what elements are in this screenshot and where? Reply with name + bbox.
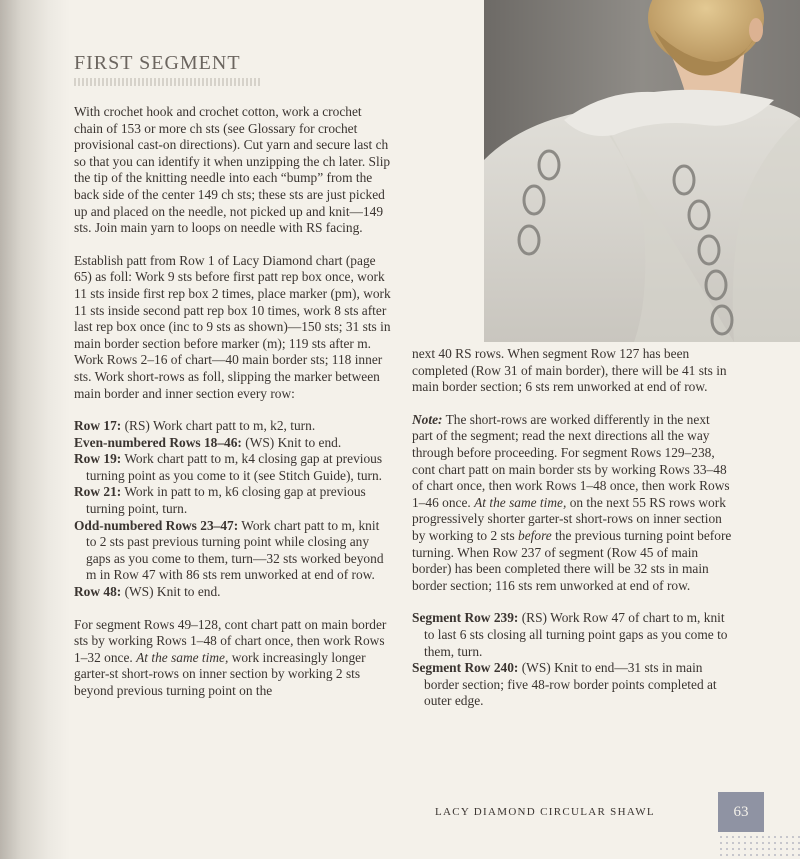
heading-rule	[74, 78, 260, 86]
binding-shadow	[0, 0, 70, 859]
instruction-row: Even-numbered Rows 18–46: (WS) Knit to end.	[74, 434, 342, 450]
instruction-row: Row 21: Work in patt to m, k6 closing gap at previous turning point, turn.	[74, 484, 366, 517]
page-number: 63	[718, 792, 764, 832]
right-column	[412, 346, 732, 710]
segment-rows-paragraph: For segment Rows 49–128, cont chart patt on main border sts by working Rows 1–48 of chart once, then work Rows 1–32 once. At the same time, work increasingly longer garter-st short-rows on inner section by working 2 sts beyond previous turning point on the	[74, 616, 387, 698]
shawl-photo	[484, 0, 800, 342]
note-paragraph: Note: The short-rows are worked differently in the next part of the segment; read the next directions all the way through before proceeding. For segment Rows 129–238, cont chart patt on main border sts by working Rows 33–48 of chart once, then work Rows 1–48 once, then work Rows 1–46 once. At the same time, on the next 55 RS rows work progressively shorter garter-st short-rows on inner section by working to 2 sts before the previous turning point before turning. When Row 237 of segment (Row 45 of main border) has been completed there will be 32 sts in main border section; 116 sts rem unworked at end of row.	[412, 411, 732, 593]
instruction-row: Odd-numbered Rows 23–47: Work chart patt to m, knit to 2 sts past previous turning point while closing any gaps as you come to them, turn—32 sts worked beyond m in Row 47 with 86 sts rem unworked at end of row.	[74, 517, 384, 583]
instruction-row: Segment Row 239: (RS) Work Row 47 of chart to m, knit to last 6 sts closing all turning point gaps as you come to them, turn.	[412, 610, 728, 659]
instruction-row: Row 19: Work chart patt to m, k4 closing gap at previous turning point as you come to it (see Stitch Guide), turn.	[74, 451, 383, 483]
continuation-paragraph: next 40 RS rows. When segment Row 127 has been completed (Row 31 of main border), there will be 41 sts in main border section; 6 sts rem unworked at end of row.	[412, 346, 727, 395]
establish-paragraph: Establish patt from Row 1 of Lacy Diamond chart (page 65) as foll: Work 9 sts before first patt rep box once, work 11 sts inside first rep box 2 times, place marker (pm), work 11 sts inside second patt rep box 10 times, work 8 sts after last rep box once (inc to 9 sts as shown)—150 sts; 31 sts in main border section before marker (m); 119 sts after m. Work Rows 2–16 of chart—40 main border sts; 118 inner sts. Work short-rows as foll, slipping the marker between main border and inner section every row:	[74, 252, 391, 401]
intro-paragraph: With crochet hook and crochet cotton, work a crochet chain of 153 or more ch sts (see Glossary for crochet provisional cast-on directions). Cut yarn and secure last ch so that you can identify it when unzipping the ch later. Slip the tip of the knitting needle into each “bump” from the back side of the center 149 ch sts; these sts are just picked up and placed on the needle, not picked up and knit—149 sts. Join main yarn to loops on needle with RS facing.	[74, 104, 391, 236]
instruction-row: Segment Row 240: (WS) Knit to end—31 sts in main border section; five 48-row border points completed at outer edge.	[412, 660, 717, 709]
instruction-row: Row 48: (WS) Knit to end.	[74, 584, 221, 600]
dot-pattern-decoration	[718, 834, 800, 859]
instruction-row: Row 17: (RS) Work chart patt to m, k2, turn.	[74, 418, 316, 434]
section-heading: FIRST SEGMENT	[74, 52, 241, 74]
running-title: LACY DIAMOND CIRCULAR SHAWL	[435, 806, 655, 818]
left-column	[74, 104, 392, 700]
